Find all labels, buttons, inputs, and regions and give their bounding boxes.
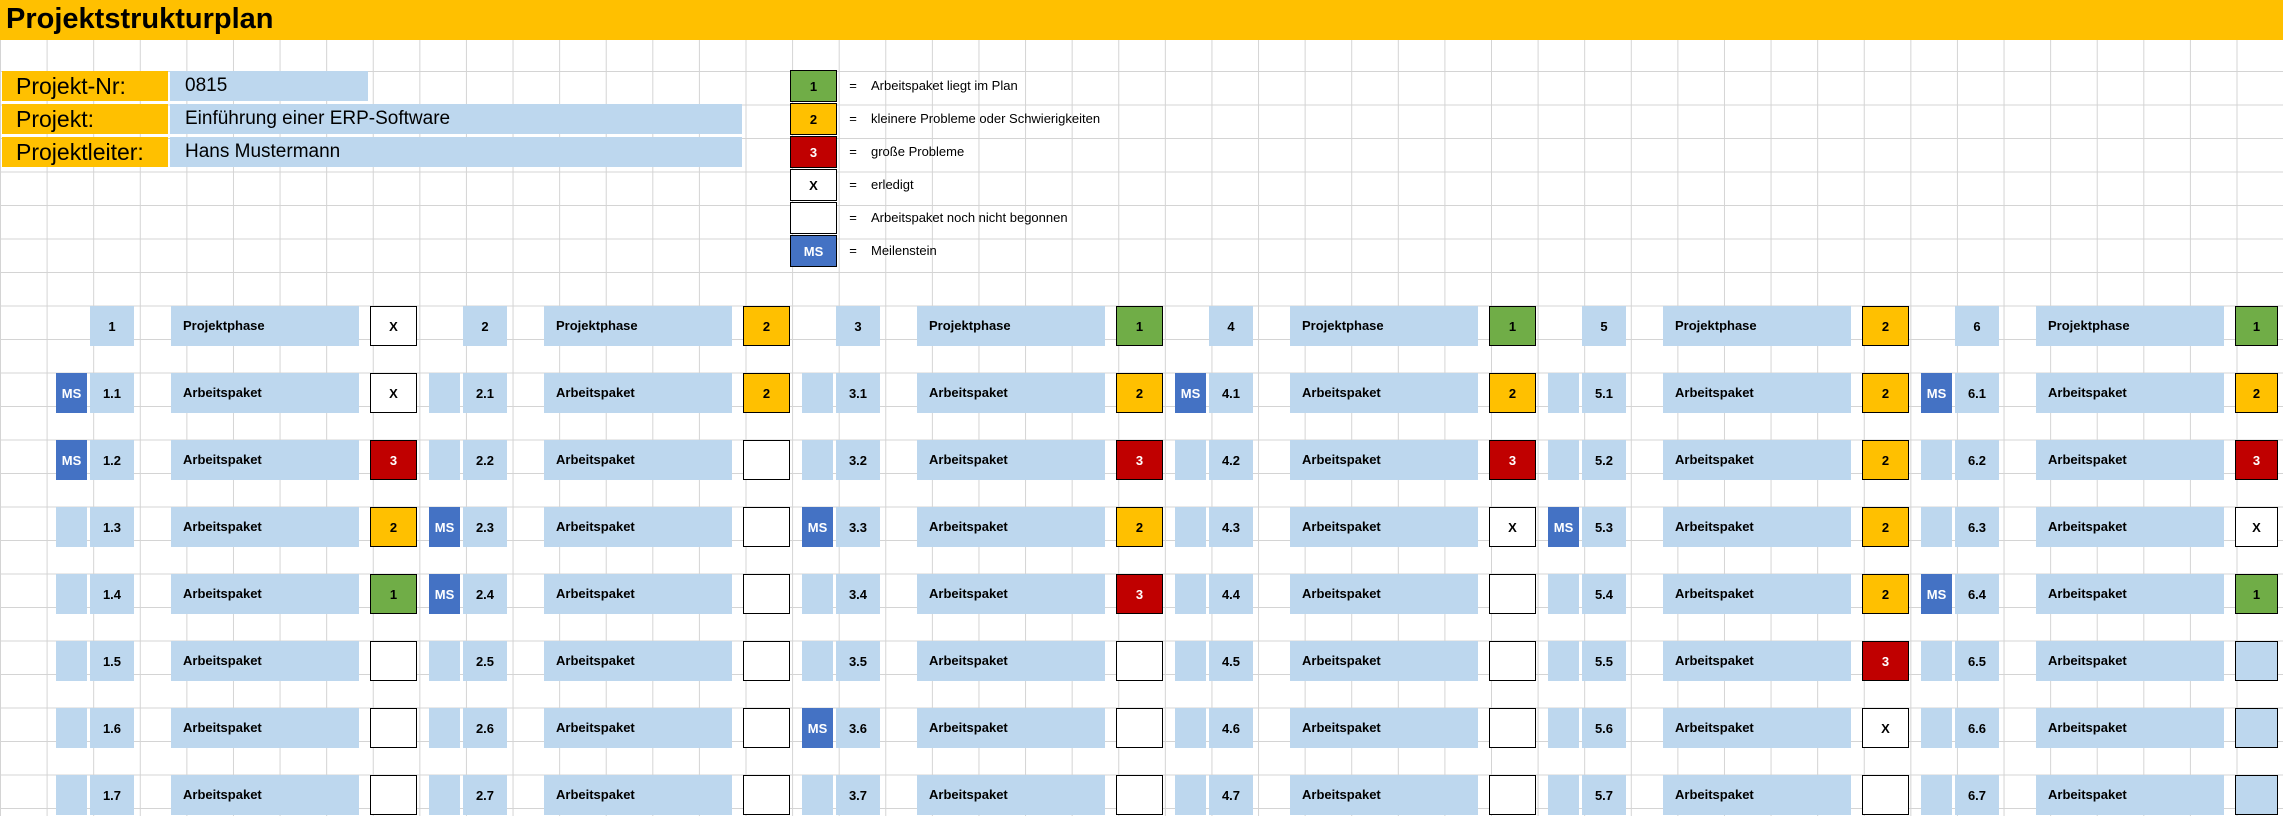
work-package-status[interactable]: 2 (1862, 373, 1909, 413)
work-package-status[interactable] (370, 641, 417, 681)
legend-text: Arbeitspaket noch nicht begonnen (871, 210, 1068, 225)
milestone-cell (802, 373, 833, 413)
work-package-name: Arbeitspaket (1663, 373, 1851, 413)
work-package-number: 3.3 (836, 507, 880, 547)
milestone-cell (802, 440, 833, 480)
work-package-name: Arbeitspaket (1663, 775, 1851, 815)
milestone-cell (802, 775, 833, 815)
phase-number: 5 (1582, 306, 1626, 346)
work-package-name: Arbeitspaket (544, 507, 732, 547)
work-package-status[interactable]: 1 (370, 574, 417, 614)
work-package-name: Arbeitspaket (1663, 708, 1851, 748)
phase-number: 2 (463, 306, 507, 346)
work-package-name: Arbeitspaket (1290, 775, 1478, 815)
milestone-marker: MS (1921, 373, 1952, 413)
project-lead-label: Projektleiter: (2, 137, 168, 167)
work-package-number: 3.2 (836, 440, 880, 480)
legend-symbol-green: 1 (790, 70, 837, 102)
work-package-number: 3.5 (836, 641, 880, 681)
milestone-marker: MS (56, 373, 87, 413)
work-package-status[interactable] (743, 507, 790, 547)
milestone-cell (1548, 440, 1579, 480)
work-package-name: Arbeitspaket (1663, 574, 1851, 614)
work-package-name: Arbeitspaket (917, 440, 1105, 480)
work-package-number: 2.5 (463, 641, 507, 681)
legend-equals: = (849, 111, 857, 126)
work-package-status[interactable]: 2 (1116, 507, 1163, 547)
work-package-number: 1.6 (90, 708, 134, 748)
milestone-marker: MS (1548, 507, 1579, 547)
legend-text: Arbeitspaket liegt im Plan (871, 78, 1018, 93)
phase-name: Projektphase (1290, 306, 1478, 346)
legend-equals: = (849, 243, 857, 258)
work-package-status[interactable]: 2 (1862, 574, 1909, 614)
work-package-number: 4.5 (1209, 641, 1253, 681)
work-package-name: Arbeitspaket (544, 574, 732, 614)
work-package-name: Arbeitspaket (1290, 574, 1478, 614)
work-package-name: Arbeitspaket (171, 641, 359, 681)
milestone-cell (429, 775, 460, 815)
work-package-number: 6.6 (1955, 708, 1999, 748)
work-package-number: 3.6 (836, 708, 880, 748)
work-package-number: 2.4 (463, 574, 507, 614)
work-package-number: 5.4 (1582, 574, 1626, 614)
work-package-name: Arbeitspaket (171, 775, 359, 815)
milestone-cell (1921, 641, 1952, 681)
work-package-number: 1.7 (90, 775, 134, 815)
work-package-name: Arbeitspaket (1290, 708, 1478, 748)
work-package-name: Arbeitspaket (917, 574, 1105, 614)
work-package-number: 6.7 (1955, 775, 1999, 815)
work-package-status[interactable] (2235, 775, 2278, 815)
work-package-number: 2.1 (463, 373, 507, 413)
work-package-number: 1.5 (90, 641, 134, 681)
phase-number: 4 (1209, 306, 1253, 346)
phase-status[interactable]: X (370, 306, 417, 346)
phase-status[interactable]: 1 (1116, 306, 1163, 346)
milestone-cell (429, 440, 460, 480)
milestone-cell (1175, 775, 1206, 815)
milestone-cell (1548, 775, 1579, 815)
work-package-name: Arbeitspaket (171, 440, 359, 480)
milestone-cell (1175, 507, 1206, 547)
milestone-cell (429, 641, 460, 681)
work-package-name: Arbeitspaket (917, 641, 1105, 681)
work-package-status[interactable]: 2 (1116, 373, 1163, 413)
milestone-cell (802, 574, 833, 614)
milestone-cell (1175, 708, 1206, 748)
work-package-number: 4.4 (1209, 574, 1253, 614)
work-package-status[interactable]: 2 (743, 373, 790, 413)
work-package-number: 4.3 (1209, 507, 1253, 547)
work-package-name: Arbeitspaket (2036, 708, 2224, 748)
milestone-marker: MS (802, 708, 833, 748)
work-package-number: 3.1 (836, 373, 880, 413)
work-package-number: 6.5 (1955, 641, 1999, 681)
work-package-number: 5.7 (1582, 775, 1626, 815)
work-package-number: 5.3 (1582, 507, 1626, 547)
legend-text: kleinere Probleme oder Schwierigkeiten (871, 111, 1101, 126)
phase-name: Projektphase (1663, 306, 1851, 346)
page-title: Projektstrukturplan (6, 3, 274, 35)
milestone-cell (1548, 373, 1579, 413)
work-package-status[interactable] (1116, 641, 1163, 681)
legend-symbol-empty (790, 202, 837, 234)
work-package-status[interactable]: 3 (1862, 641, 1909, 681)
legend-equals: = (849, 177, 857, 192)
work-package-status[interactable]: X (1862, 708, 1909, 748)
work-package-name: Arbeitspaket (544, 440, 732, 480)
legend-symbol-red: 3 (790, 136, 837, 168)
work-package-number: 4.1 (1209, 373, 1253, 413)
milestone-marker: MS (1921, 574, 1952, 614)
milestone-cell (1548, 708, 1579, 748)
work-package-status[interactable]: 2 (1489, 373, 1536, 413)
work-package-status[interactable]: 3 (1489, 440, 1536, 480)
work-package-name: Arbeitspaket (2036, 440, 2224, 480)
phase-name: Projektphase (917, 306, 1105, 346)
work-package-number: 2.7 (463, 775, 507, 815)
legend-symbol-x: X (790, 169, 837, 201)
work-package-name: Arbeitspaket (2036, 641, 2224, 681)
work-package-status[interactable]: X (2235, 507, 2278, 547)
work-package-number: 1.4 (90, 574, 134, 614)
work-package-name: Arbeitspaket (2036, 507, 2224, 547)
milestone-cell (56, 641, 87, 681)
work-package-status[interactable] (743, 775, 790, 815)
phase-number: 3 (836, 306, 880, 346)
milestone-marker: MS (1175, 373, 1206, 413)
legend-text: große Probleme (871, 144, 965, 159)
work-package-status[interactable] (743, 708, 790, 748)
work-package-name: Arbeitspaket (917, 708, 1105, 748)
work-package-name: Arbeitspaket (544, 641, 732, 681)
phase-name: Projektphase (2036, 306, 2224, 346)
work-package-number: 5.6 (1582, 708, 1626, 748)
milestone-cell (1548, 574, 1579, 614)
phase-status[interactable]: 1 (1489, 306, 1536, 346)
milestone-cell (1548, 641, 1579, 681)
work-package-status[interactable] (1116, 775, 1163, 815)
milestone-cell (1921, 775, 1952, 815)
work-package-status[interactable] (1489, 574, 1536, 614)
phase-status[interactable]: 2 (743, 306, 790, 346)
milestone-cell (56, 574, 87, 614)
work-package-name: Arbeitspaket (171, 708, 359, 748)
work-package-status[interactable] (1489, 708, 1536, 748)
work-package-status[interactable] (1489, 775, 1536, 815)
work-package-status[interactable] (743, 574, 790, 614)
work-package-name: Arbeitspaket (1663, 641, 1851, 681)
work-package-status[interactable] (2235, 708, 2278, 748)
work-package-name: Arbeitspaket (1290, 641, 1478, 681)
work-package-status[interactable] (1116, 708, 1163, 748)
phase-status[interactable]: 1 (2235, 306, 2278, 346)
milestone-cell (1175, 574, 1206, 614)
work-package-number: 2.3 (463, 507, 507, 547)
work-package-name: Arbeitspaket (544, 775, 732, 815)
work-package-status[interactable]: 2 (1862, 507, 1909, 547)
work-package-number: 1.2 (90, 440, 134, 480)
work-package-status[interactable]: 2 (1862, 440, 1909, 480)
work-package-status[interactable]: 3 (370, 440, 417, 480)
work-package-name: Arbeitspaket (1663, 507, 1851, 547)
project-lead-value[interactable]: Hans Mustermann (170, 137, 742, 167)
work-package-status[interactable]: 3 (1116, 440, 1163, 480)
legend-symbol-ms: MS (790, 235, 837, 267)
phase-name: Projektphase (171, 306, 359, 346)
legend-symbol-yellow: 2 (790, 103, 837, 135)
milestone-cell (802, 641, 833, 681)
work-package-number: 4.6 (1209, 708, 1253, 748)
milestone-marker: MS (802, 507, 833, 547)
work-package-number: 4.2 (1209, 440, 1253, 480)
legend-text: erledigt (871, 177, 914, 192)
work-package-number: 6.2 (1955, 440, 1999, 480)
project-value[interactable]: Einführung einer ERP-Software (170, 104, 742, 134)
phase-number: 1 (90, 306, 134, 346)
work-package-status[interactable] (370, 775, 417, 815)
work-package-status[interactable]: 2 (2235, 373, 2278, 413)
work-package-number: 3.4 (836, 574, 880, 614)
milestone-cell (1921, 507, 1952, 547)
legend-text: Meilenstein (871, 243, 937, 258)
work-package-name: Arbeitspaket (2036, 775, 2224, 815)
work-package-number: 6.3 (1955, 507, 1999, 547)
work-package-status[interactable]: X (370, 373, 417, 413)
work-package-status[interactable] (1489, 641, 1536, 681)
work-package-status[interactable] (370, 708, 417, 748)
work-package-name: Arbeitspaket (917, 507, 1105, 547)
legend-equals: = (849, 78, 857, 93)
work-package-number: 5.1 (1582, 373, 1626, 413)
work-package-status[interactable]: 1 (2235, 574, 2278, 614)
work-package-number: 3.7 (836, 775, 880, 815)
work-package-name: Arbeitspaket (171, 507, 359, 547)
milestone-cell (1921, 440, 1952, 480)
work-package-status[interactable] (2235, 641, 2278, 681)
work-package-number: 5.5 (1582, 641, 1626, 681)
work-package-number: 2.6 (463, 708, 507, 748)
work-package-status[interactable] (743, 641, 790, 681)
milestone-cell (1175, 641, 1206, 681)
work-package-status[interactable] (743, 440, 790, 480)
work-package-name: Arbeitspaket (1290, 373, 1478, 413)
work-package-name: Arbeitspaket (1290, 440, 1478, 480)
project-label: Projekt: (2, 104, 168, 134)
work-package-name: Arbeitspaket (544, 373, 732, 413)
work-package-status[interactable]: 3 (1116, 574, 1163, 614)
work-package-number: 1.1 (90, 373, 134, 413)
work-package-name: Arbeitspaket (544, 708, 732, 748)
milestone-marker: MS (56, 440, 87, 480)
milestone-cell (56, 775, 87, 815)
work-package-name: Arbeitspaket (2036, 574, 2224, 614)
milestone-cell (429, 708, 460, 748)
work-package-status[interactable]: 3 (2235, 440, 2278, 480)
phase-status[interactable]: 2 (1862, 306, 1909, 346)
work-package-number: 1.3 (90, 507, 134, 547)
work-package-status[interactable]: X (1489, 507, 1536, 547)
project-number-label: Projekt-Nr: (2, 71, 168, 101)
work-package-name: Arbeitspaket (917, 775, 1105, 815)
milestone-marker: MS (429, 574, 460, 614)
work-package-name: Arbeitspaket (1663, 440, 1851, 480)
legend-equals: = (849, 210, 857, 225)
work-package-number: 6.1 (1955, 373, 1999, 413)
work-package-name: Arbeitspaket (171, 373, 359, 413)
work-package-status[interactable]: 2 (370, 507, 417, 547)
milestone-cell (1921, 708, 1952, 748)
milestone-cell (56, 708, 87, 748)
milestone-cell (429, 373, 460, 413)
phase-number: 6 (1955, 306, 1999, 346)
work-package-number: 2.2 (463, 440, 507, 480)
milestone-cell (1175, 440, 1206, 480)
work-package-number: 4.7 (1209, 775, 1253, 815)
work-package-status[interactable] (1862, 775, 1909, 815)
work-package-name: Arbeitspaket (1290, 507, 1478, 547)
milestone-marker: MS (429, 507, 460, 547)
title-bar (0, 0, 2283, 40)
work-package-number: 5.2 (1582, 440, 1626, 480)
legend-equals: = (849, 144, 857, 159)
milestone-cell (56, 507, 87, 547)
phase-name: Projektphase (544, 306, 732, 346)
work-package-name: Arbeitspaket (171, 574, 359, 614)
project-number-value[interactable]: 0815 (170, 71, 368, 101)
work-package-name: Arbeitspaket (2036, 373, 2224, 413)
work-package-name: Arbeitspaket (917, 373, 1105, 413)
work-package-number: 6.4 (1955, 574, 1999, 614)
